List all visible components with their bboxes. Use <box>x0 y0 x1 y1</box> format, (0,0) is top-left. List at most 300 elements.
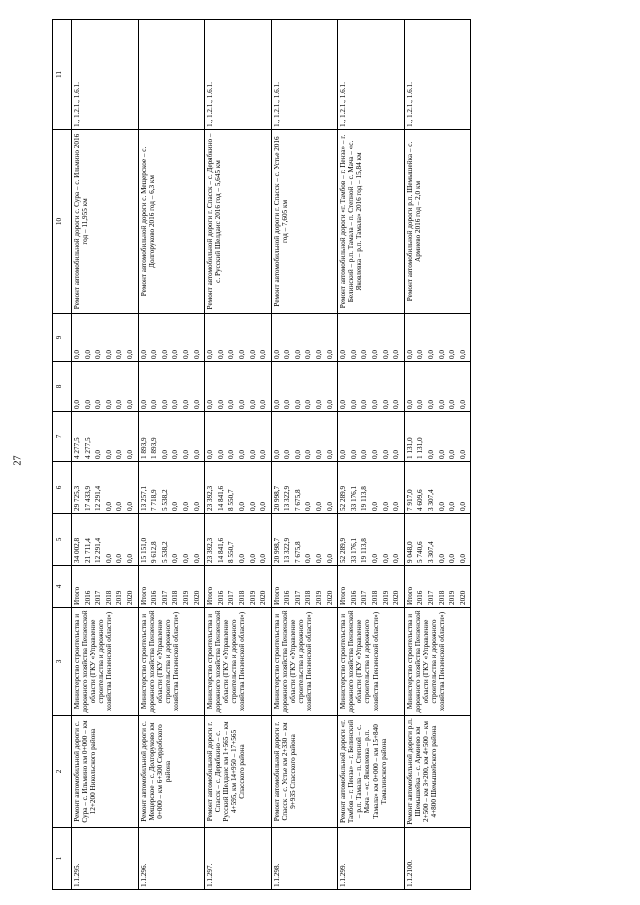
funding-c7-line: 0,0 <box>293 450 302 459</box>
result-description: Ремонт автомобильной дороги с. Сура – с. Ильмино 2016 год – 11,955 км <box>72 130 139 314</box>
funding-c8-line: 0,0 <box>416 400 425 409</box>
funding-c7-line: 0,0 <box>192 450 201 459</box>
executor: Министерство строительства и дорожного хозяйства Пензенской области (ГКУ «Управление строительства и дорожного хозяйства Пензенской области») <box>138 608 205 716</box>
funding-c8-line: 0,0 <box>115 400 124 409</box>
item-number: 1.1.297. <box>205 828 272 890</box>
year-list-line: 2016 <box>216 590 225 605</box>
funding-c8 <box>404 362 471 412</box>
funding-c5-line: 0,0 <box>371 554 380 563</box>
col-header: 4 <box>53 566 72 608</box>
funding-c5-line: 21 711,4 <box>83 538 92 563</box>
funding-c6-line: 0,0 <box>448 502 457 511</box>
funding-c5-line: 19 113,8 <box>360 538 369 563</box>
col-header: 9 <box>53 314 72 362</box>
funding-c8-line: 0,0 <box>104 400 113 409</box>
funding-c9-line: 0,0 <box>227 350 236 359</box>
funding-c5-line: 9 048,0 <box>405 541 414 563</box>
funding-c6 <box>138 462 205 514</box>
year-list-line: 2019 <box>448 590 457 605</box>
header-row <box>53 20 72 890</box>
funding-c8-line: 0,0 <box>73 400 81 409</box>
funding-c7 <box>404 412 471 462</box>
funding-c9-line: 0,0 <box>115 350 124 359</box>
funding-c7-line: 1 893,9 <box>139 437 148 459</box>
year-list-line: 2018 <box>237 590 246 605</box>
table-body <box>72 20 471 890</box>
item-number: 1.1.296. <box>138 828 205 890</box>
funding-c9-line: 0,0 <box>381 350 390 359</box>
funding-c9-line: 0,0 <box>315 350 324 359</box>
year-list-line: Итого <box>139 586 148 605</box>
document-page <box>52 20 612 890</box>
col-header: 3 <box>53 608 72 716</box>
funding-c8-line: 0,0 <box>458 400 467 409</box>
table-row <box>72 20 139 890</box>
funding-c9-line: 0,0 <box>83 350 92 359</box>
year-list-line: Итого <box>206 586 215 605</box>
funding-c8-line: 0,0 <box>427 400 435 409</box>
year-list-line: 2019 <box>315 590 324 605</box>
year-list-line: 2017 <box>427 590 435 605</box>
funding-c7-line: 0,0 <box>125 450 134 459</box>
funding-c8-line: 0,0 <box>437 400 446 409</box>
year-list-line: 2020 <box>325 590 334 605</box>
year-list-line: 2020 <box>392 590 401 605</box>
year-list-line: 2019 <box>115 590 124 605</box>
event-name: Ремонт автомобильной дороги г. Спасск – с. Дерябкино – с. Русский Шелдаис км 1+565 – км 4+595, км 14+950 – 17+565 Спасского района <box>205 716 272 828</box>
year-list <box>338 566 405 608</box>
funding-c7-line: 0,0 <box>248 450 257 459</box>
funding-c7-line: 0,0 <box>206 450 215 459</box>
funding-c9 <box>404 314 471 362</box>
table-row <box>205 20 272 890</box>
funding-c6-line: 29 725,3 <box>73 485 81 511</box>
funding-c8-line: 0,0 <box>339 400 348 409</box>
funding-c6-line: 0,0 <box>392 502 401 511</box>
executor: Министерство строительства и дорожного хозяйства Пензенской области (ГКУ «Управление строительства и дорожного хозяйства Пензенской области») <box>205 608 272 716</box>
funding-c7-line: 0,0 <box>458 450 467 459</box>
funding-c9-line: 0,0 <box>181 350 190 359</box>
executor: Министерство строительства и дорожного хозяйства Пензенской области (ГКУ «Управление строительства и дорожного хозяйства Пензенской области») <box>271 608 338 716</box>
funding-c5-line: 0,0 <box>381 554 390 563</box>
funding-c6-line: 0,0 <box>115 502 124 511</box>
year-list-line: Итого <box>73 586 81 605</box>
funding-c8-line: 0,0 <box>381 400 390 409</box>
result-description: Ремонт автомобильной дороги «г. Тамбов – г. Пенза» – г. Белинский – р.п. Тамала – п. Степной – с. Мача – «с. Яковлевка – р.п. Тамала» 2016 год – 15,84 км <box>338 130 405 314</box>
funding-c9-line: 0,0 <box>405 350 414 359</box>
funding-c6-line: 13 322,9 <box>283 485 292 511</box>
col-header: 11 <box>53 20 72 130</box>
item-number: 1.1.299. <box>338 828 405 890</box>
funding-c5-line: 52 289,9 <box>339 537 348 563</box>
funding-c5-line: 0,0 <box>325 554 334 563</box>
funding-c8-line: 0,0 <box>325 400 334 409</box>
funding-c6-line: 0,0 <box>458 502 467 511</box>
funding-c8-line: 0,0 <box>360 400 369 409</box>
funding-c6-line: 0,0 <box>437 502 446 511</box>
funding-c8-line: 0,0 <box>150 400 159 409</box>
page-number: 27 <box>12 455 24 466</box>
funding-c7-line: 0,0 <box>171 450 180 459</box>
funding-c5-line: 0,0 <box>259 554 268 563</box>
funding-c5-line: 14 841,6 <box>216 537 225 563</box>
funding-c8-line: 0,0 <box>171 400 180 409</box>
funding-c8-line: 0,0 <box>405 400 414 409</box>
funding-c9-line: 0,0 <box>94 350 103 359</box>
year-list-line: 2018 <box>104 590 113 605</box>
funding-c5-line: 0,0 <box>437 554 446 563</box>
executor: Министерство строительства и дорожного хозяйства Пензенской области (ГКУ «Управление строительства и дорожного хозяйства Пензенской области») <box>404 608 471 716</box>
event-name: Ремонт автомобильной дороги с. Мещерское – с. Долгоруково км 0+000 – км 6+300 Сердобского района <box>138 716 205 828</box>
funding-c8-line: 0,0 <box>206 400 215 409</box>
funding-c9-line: 0,0 <box>349 350 358 359</box>
funding-c8 <box>138 362 205 412</box>
funding-c7-line: 0,0 <box>94 450 103 459</box>
funding-c6-line: 0,0 <box>192 502 201 511</box>
funding-c8-line: 0,0 <box>349 400 358 409</box>
funding-c9-line: 0,0 <box>448 350 457 359</box>
funding-c9-line: 0,0 <box>139 350 148 359</box>
year-list-line: 2016 <box>349 590 358 605</box>
year-list <box>271 566 338 608</box>
funding-c6-line: 0,0 <box>381 502 390 511</box>
funding-c8-line: 0,0 <box>160 400 169 409</box>
funding-c8-line: 0,0 <box>259 400 268 409</box>
funding-c5-line: 0,0 <box>248 554 257 563</box>
funding-c9-line: 0,0 <box>160 350 169 359</box>
funding-c8-line: 0,0 <box>192 400 201 409</box>
funding-c6-line: 33 176,1 <box>349 485 358 511</box>
funding-c9-line: 0,0 <box>104 350 113 359</box>
year-list-line: Итого <box>272 586 281 605</box>
col-header: 1 <box>53 828 72 890</box>
funding-c5-line: 0,0 <box>171 554 180 563</box>
funding-c9-line: 0,0 <box>458 350 467 359</box>
funding-c9 <box>271 314 338 362</box>
funding-c6 <box>271 462 338 514</box>
funding-c9-line: 0,0 <box>272 350 281 359</box>
funding-c5-line: 8 550,7 <box>227 541 236 563</box>
funding-c5 <box>338 514 405 566</box>
table-row <box>404 20 471 890</box>
funding-c7-line: 0,0 <box>160 450 169 459</box>
funding-c6-line: 19 113,8 <box>360 486 369 511</box>
funding-c9-line: 0,0 <box>360 350 369 359</box>
funding-c8 <box>271 362 338 412</box>
year-list-line: 2016 <box>416 590 425 605</box>
table-row <box>138 20 205 890</box>
funding-c6-line: 17 433,9 <box>83 485 92 511</box>
funding-c9-line: 0,0 <box>325 350 334 359</box>
funding-c6-line: 52 289,9 <box>339 485 348 511</box>
funding-c6-line: 8 550,7 <box>227 489 236 511</box>
funding-c6-line: 0,0 <box>125 502 134 511</box>
year-list <box>205 566 272 608</box>
funding-c5-line: 33 176,1 <box>349 537 358 563</box>
funding-c7-line: 0,0 <box>371 450 380 459</box>
funding-c5-line: 0,0 <box>448 554 457 563</box>
funding-c9-line: 0,0 <box>437 350 446 359</box>
funding-c9-line: 0,0 <box>371 350 380 359</box>
funding-c8-line: 0,0 <box>248 400 257 409</box>
funding-c7-line: 1 131,0 <box>416 437 425 459</box>
item-number: 1.1.295. <box>72 828 139 890</box>
funding-c8 <box>72 362 139 412</box>
col-header: 10 <box>53 130 72 314</box>
executor: Министерство строительства и дорожного хозяйства Пензенской области (ГКУ «Управление строительства и дорожного хозяйства Пензенской области») <box>338 608 405 716</box>
funding-c6-line: 13 257,1 <box>139 485 148 511</box>
funding-c9-line: 0,0 <box>283 350 292 359</box>
col-header: 6 <box>53 462 72 514</box>
funding-c9-line: 0,0 <box>206 350 215 359</box>
funding-c7-line: 1 893,9 <box>150 437 159 459</box>
funding-c8-line: 0,0 <box>371 400 380 409</box>
funding-c6-line: 0,0 <box>248 502 257 511</box>
funding-c6-line: 0,0 <box>371 502 380 511</box>
funding-c7-line: 4 277,5 <box>73 437 81 459</box>
col-header: 8 <box>53 362 72 412</box>
indicator-refs: 1., 1.2.1., 1.6.1. <box>271 20 338 130</box>
funding-c6-line: 14 841,6 <box>216 485 225 511</box>
funding-c7-line: 0,0 <box>104 450 113 459</box>
funding-c7 <box>138 412 205 462</box>
funding-c7-line: 0,0 <box>272 450 281 459</box>
funding-c6-line: 4 609,6 <box>416 489 425 511</box>
funding-c7-line: 0,0 <box>315 450 324 459</box>
col-header: 7 <box>53 412 72 462</box>
funding-c5-line: 0,0 <box>115 554 124 563</box>
table-row <box>338 20 405 890</box>
funding-c6-line: 5 538,2 <box>160 489 169 511</box>
funding-c5 <box>205 514 272 566</box>
funding-c7-line: 0,0 <box>304 450 313 459</box>
funding-c5-line: 5 538,2 <box>160 541 169 563</box>
funding-c7-line: 0,0 <box>283 450 292 459</box>
funding-c8-line: 0,0 <box>237 400 246 409</box>
year-list-line: 2020 <box>125 590 134 605</box>
funding-c5 <box>271 514 338 566</box>
year-list-line: 2017 <box>293 590 302 605</box>
funding-c7-line: 4 277,5 <box>83 437 92 459</box>
funding-c9-line: 0,0 <box>293 350 302 359</box>
funding-c7-line: 0,0 <box>237 450 246 459</box>
program-table <box>52 19 471 890</box>
funding-c8 <box>338 362 405 412</box>
funding-c8-line: 0,0 <box>216 400 225 409</box>
funding-c6-line: 12 291,4 <box>94 485 103 511</box>
event-name: Ремонт автомобильной дороги г. Спасск – с. Устье км 2+330 – км 9+935 Спасского района <box>271 716 338 828</box>
funding-c5-line: 15 151,0 <box>139 537 148 563</box>
funding-c5-line: 0,0 <box>392 554 401 563</box>
funding-c5 <box>404 514 471 566</box>
indicator-refs <box>138 20 205 130</box>
year-list-line: 2018 <box>371 590 380 605</box>
year-list <box>404 566 471 608</box>
funding-c9 <box>138 314 205 362</box>
funding-c9-line: 0,0 <box>150 350 159 359</box>
year-list-line: 2020 <box>259 590 268 605</box>
funding-c6-line: 7 675,8 <box>293 489 302 511</box>
funding-c5 <box>72 514 139 566</box>
event-name: Ремонт автомобильной дороги «г. Тамбов – г. Пенза» – г. Белинский – р.п. Тамала – п. Степной – с. Мача – «с. Яковлевка – р.п. Тамала» км 0+000 – км 15+840 Тамалинского района <box>338 716 405 828</box>
funding-c6 <box>404 462 471 514</box>
funding-c8-line: 0,0 <box>293 400 302 409</box>
item-number: 1.1.298. <box>271 828 338 890</box>
funding-c8-line: 0,0 <box>448 400 457 409</box>
indicator-refs: 1., 1.2.1., 1.6.1. <box>404 20 471 130</box>
funding-c7-line: 0,0 <box>115 450 124 459</box>
year-list-line: 2019 <box>248 590 257 605</box>
indicator-refs: 1., 1.2.1., 1.6.1. <box>205 20 272 130</box>
funding-c8-line: 0,0 <box>304 400 313 409</box>
funding-c5-line: 3 307,4 <box>427 541 435 563</box>
funding-c7-line: 0,0 <box>360 450 369 459</box>
funding-c7-line: 0,0 <box>259 450 268 459</box>
funding-c9-line: 0,0 <box>125 350 134 359</box>
funding-c5-line: 0,0 <box>304 554 313 563</box>
result-description: Ремонт автомобильной дороги с. Мещерское – с. Долгоруково 2016 год – 6,3 км <box>138 130 205 314</box>
funding-c9-line: 0,0 <box>259 350 268 359</box>
result-description: Ремонт автомобильной дороги р.п. Шемышейка – с. Армиево 2016 год – 2,0 км <box>404 130 471 314</box>
funding-c9-line: 0,0 <box>237 350 246 359</box>
funding-c5-line: 0,0 <box>458 554 467 563</box>
funding-c9-line: 0,0 <box>216 350 225 359</box>
funding-c7-line: 0,0 <box>427 450 435 459</box>
year-list <box>138 566 205 608</box>
funding-c6-line: 0,0 <box>304 502 313 511</box>
year-list-line: 2016 <box>83 590 92 605</box>
funding-c6-line: 0,0 <box>259 502 268 511</box>
year-list-line: 2018 <box>437 590 446 605</box>
funding-c5-line: 0,0 <box>104 554 113 563</box>
funding-c7-line: 0,0 <box>381 450 390 459</box>
funding-c6 <box>72 462 139 514</box>
funding-c5-line: 0,0 <box>237 554 246 563</box>
year-list-line: 2017 <box>160 590 169 605</box>
funding-c9-line: 0,0 <box>339 350 348 359</box>
funding-c8-line: 0,0 <box>227 400 236 409</box>
funding-c5-line: 20 998,7 <box>272 537 281 563</box>
funding-c9-line: 0,0 <box>73 350 81 359</box>
year-list-line: Итого <box>405 586 414 605</box>
year-list-line: 2017 <box>360 590 369 605</box>
funding-c5-line: 0,0 <box>192 554 201 563</box>
funding-c7-line: 0,0 <box>216 450 225 459</box>
year-list-line: 2016 <box>150 590 159 605</box>
year-list-line: 2018 <box>304 590 313 605</box>
funding-c9 <box>338 314 405 362</box>
funding-c6-line: 0,0 <box>181 502 190 511</box>
funding-c6-line: 7 917,0 <box>405 489 414 511</box>
year-list <box>72 566 139 608</box>
funding-c8-line: 0,0 <box>272 400 281 409</box>
funding-c7-line: 0,0 <box>181 450 190 459</box>
funding-c6-line: 23 392,3 <box>206 485 215 511</box>
funding-c5-line: 0,0 <box>315 554 324 563</box>
table-row <box>271 20 338 890</box>
funding-c5-line: 9 612,8 <box>150 541 159 563</box>
funding-c5-line: 34 002,8 <box>73 537 81 563</box>
result-description: Ремонт автомобильной дороги г. Спасск – с. Устье 2016 год – 7,605 км <box>271 130 338 314</box>
year-list-line: 2019 <box>381 590 390 605</box>
funding-c8-line: 0,0 <box>181 400 190 409</box>
funding-c6-line: 0,0 <box>315 502 324 511</box>
funding-c8-line: 0,0 <box>139 400 148 409</box>
funding-c8-line: 0,0 <box>125 400 134 409</box>
funding-c9-line: 0,0 <box>171 350 180 359</box>
indicator-refs: 1., 1.2.1., 1.6.1. <box>338 20 405 130</box>
funding-c5-line: 13 322,9 <box>283 537 292 563</box>
funding-c7-line: 0,0 <box>349 450 358 459</box>
year-list-line: 2020 <box>458 590 467 605</box>
funding-c7-line: 1 131,0 <box>405 437 414 459</box>
funding-c5-line: 23 392,3 <box>206 537 215 563</box>
funding-c7 <box>205 412 272 462</box>
event-name: Ремонт автомобильной дороги р.п. Шемышейка – с. Армиево км 2+500 – км 3+200, км 4+500 – км 4+800 Шемышейского района <box>404 716 471 828</box>
funding-c8-line: 0,0 <box>94 400 103 409</box>
year-list-line: 2020 <box>192 590 201 605</box>
funding-c7 <box>72 412 139 462</box>
year-list-line: Итого <box>339 586 348 605</box>
funding-c7-line: 0,0 <box>227 450 236 459</box>
funding-c6-line: 7 718,9 <box>150 489 159 511</box>
funding-c9-line: 0,0 <box>392 350 401 359</box>
result-description: Ремонт автомобильной дороги г. Спасск – с. Дерябкино – с. Русский Шелдаис 2016 год – 5,645 км <box>205 130 272 314</box>
funding-c8-line: 0,0 <box>83 400 92 409</box>
funding-c8-line: 0,0 <box>392 400 401 409</box>
funding-c5-line: 12 291,4 <box>94 537 103 563</box>
funding-c9-line: 0,0 <box>427 350 435 359</box>
funding-c8-line: 0,0 <box>315 400 324 409</box>
funding-c6-line: 20 998,7 <box>272 485 281 511</box>
funding-c7 <box>271 412 338 462</box>
funding-c6 <box>205 462 272 514</box>
funding-c9 <box>205 314 272 362</box>
funding-c6-line: 0,0 <box>104 502 113 511</box>
funding-c6 <box>338 462 405 514</box>
funding-c5-line: 0,0 <box>181 554 190 563</box>
funding-c5-line: 0,0 <box>125 554 134 563</box>
year-list-line: 2018 <box>171 590 180 605</box>
year-list-line: 2017 <box>94 590 103 605</box>
year-list-line: 2017 <box>227 590 236 605</box>
year-list-line: 2016 <box>283 590 292 605</box>
funding-c5 <box>138 514 205 566</box>
funding-c9-line: 0,0 <box>416 350 425 359</box>
executor: Министерство строительства и дорожного хозяйства Пензенской области (ГКУ «Управление строительства и дорожного хозяйства Пензенской области») <box>72 608 139 716</box>
col-header: 2 <box>53 716 72 828</box>
funding-c9 <box>72 314 139 362</box>
item-number: 1.1.2100. <box>404 828 471 890</box>
funding-c7-line: 0,0 <box>392 450 401 459</box>
funding-c9-line: 0,0 <box>248 350 257 359</box>
funding-c7-line: 0,0 <box>339 450 348 459</box>
funding-c9-line: 0,0 <box>304 350 313 359</box>
funding-c7-line: 0,0 <box>325 450 334 459</box>
funding-c6-line: 0,0 <box>237 502 246 511</box>
funding-c6-line: 0,0 <box>171 502 180 511</box>
year-list-line: 2019 <box>181 590 190 605</box>
funding-c6-line: 3 307,4 <box>427 489 435 511</box>
rotated-table-wrapper <box>52 20 612 890</box>
funding-c7-line: 0,0 <box>448 450 457 459</box>
funding-c7 <box>338 412 405 462</box>
event-name: Ремонт автомобильной дороги с. Сура – с. Ильмино км 0+000 – км 12+200 Никольского района <box>72 716 139 828</box>
indicator-refs: 1., 1.2.1., 1.6.1. <box>72 20 139 130</box>
funding-c8-line: 0,0 <box>283 400 292 409</box>
col-header: 5 <box>53 514 72 566</box>
funding-c9-line: 0,0 <box>192 350 201 359</box>
